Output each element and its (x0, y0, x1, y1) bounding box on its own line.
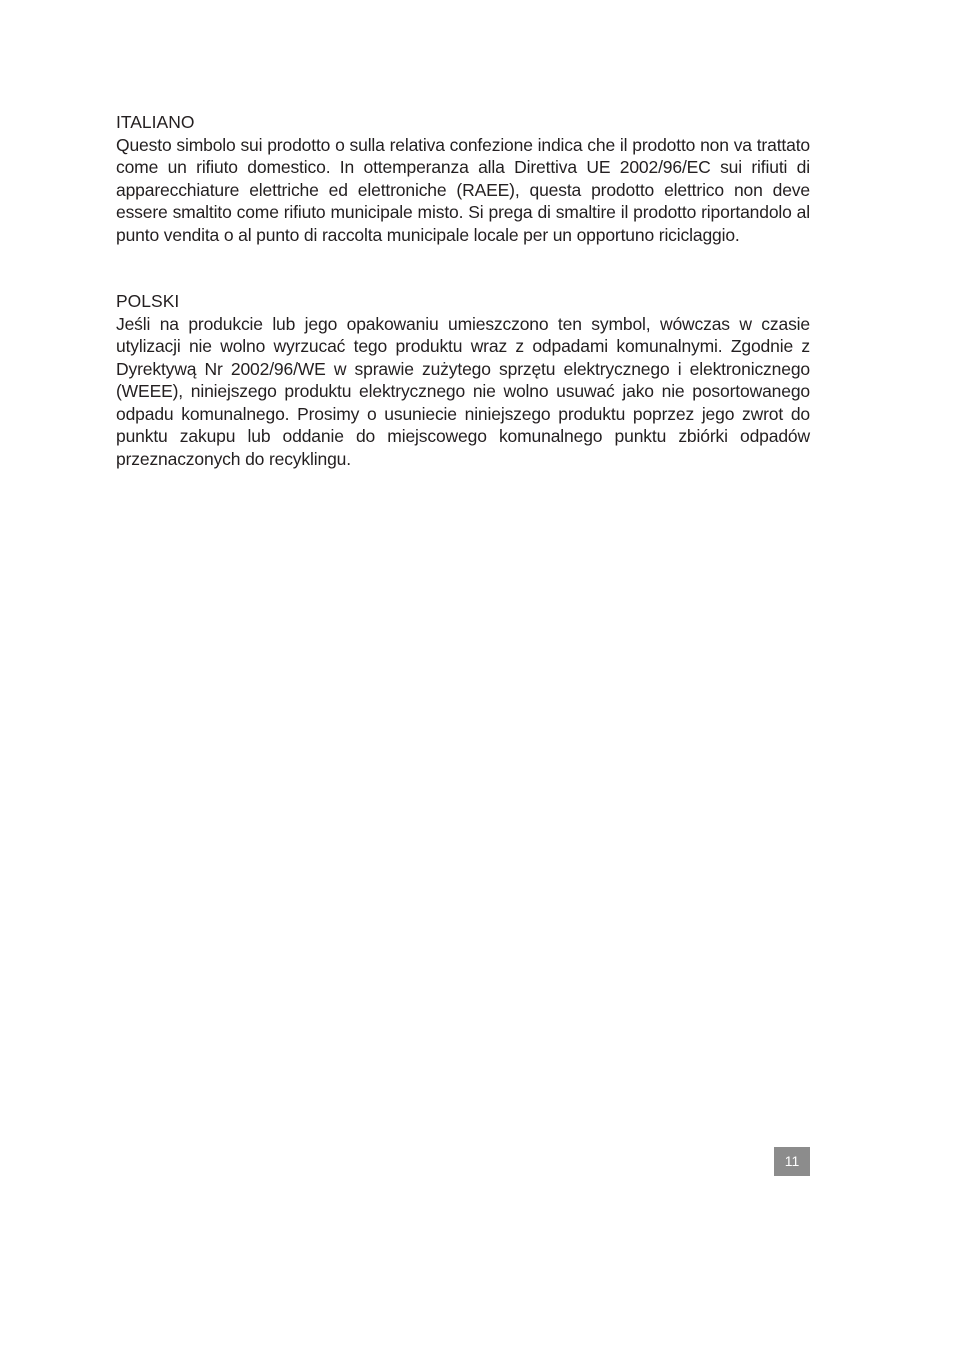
section-text-polski: Jeśli na produkcie lub jego opakowaniu umieszczono ten symbol, wówczas w czasie utylizacji nie wolno wyrzucać tego produktu wraz z odpadami komunalnymi. Zgodnie z Dyrektywą Nr 2002/96/WE w sprawie zużytego sprzętu elektrycznego i elektronicznego (WEEE), niniejszego produktu elektrycznego nie wolno usuwać jako nie posortowanego odpadu komunalnego. Prosimy o usuniecie niniejszego produktu poprzez jego zwrot do punktu zakupu lub oddanie do miejscowego komunalnego punktu zbiórki odpadów przeznaczonych do recyklingu. (116, 313, 810, 469)
section-heading-polski: POLSKI (116, 291, 180, 311)
page-number-badge: 11 (774, 1147, 810, 1176)
section-italiano (116, 111, 810, 246)
section-heading-italiano: ITALIANO (116, 112, 195, 132)
section-text-italiano: Questo simbolo sui prodotto o sulla relativa confezione indica che il prodotto non va trattato come un rifiuto domestico. In ottemperanza alla Direttiva UE 2002/96/EC sui rifiuti di apparecchiature elettriche ed elettroniche (RAEE), questa prodotto elettrico non deve essere smaltito come rifiuto municipale misto. Si prega di smaltire il prodotto riportandolo al punto vendita o al punto di raccolta municipale locale per un opportuno riciclaggio. (116, 134, 810, 245)
section-polski (116, 290, 810, 470)
